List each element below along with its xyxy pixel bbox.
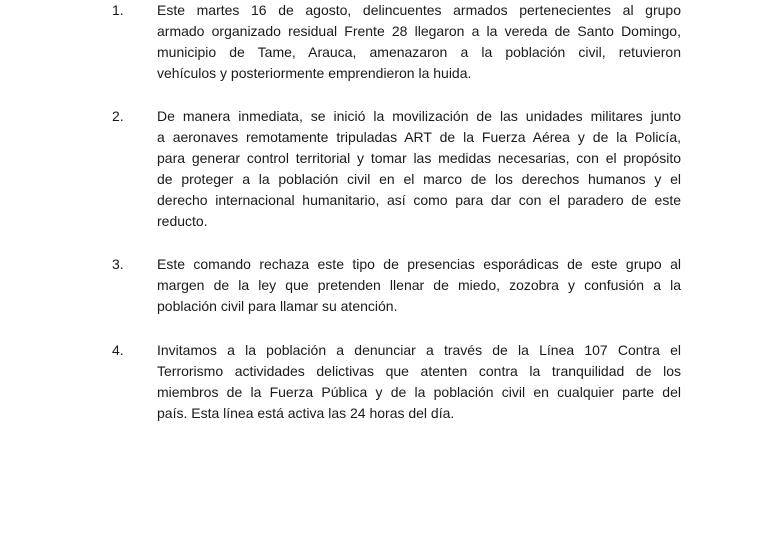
paragraph-line: De manera inmediata, se inició la movilización de las unidades militares junto (157, 108, 681, 124)
paragraph-3 (157, 254, 681, 317)
paragraph-line: vehículos y posteriormente emprendieron la huida. (157, 65, 472, 81)
paragraph-line: de proteger a la población civil en el marco de los derechos humanos y el (157, 171, 681, 187)
list-number: 3. (112, 256, 124, 272)
list-number: 4. (112, 342, 124, 358)
paragraph-line: Terrorismo actividades delictivas que atenten contra la tranquilidad de los (157, 363, 681, 379)
paragraph-line: reducto. (157, 213, 208, 229)
paragraph-line: Este martes 16 de agosto, delincuentes armados pertenecientes al grupo (157, 2, 681, 18)
paragraph-line: para generar control territorial y tomar las medidas necesarias, con el propósito (157, 150, 681, 166)
paragraph-2 (157, 106, 681, 232)
paragraph-line: margen de la ley que pretenden llenar de miedo, zozobra y confusión a la (157, 277, 681, 293)
list-number: 1. (112, 2, 124, 18)
paragraph-4 (157, 340, 681, 424)
paragraph-line: armado organizado residual Frente 28 llegaron a la vereda de Santo Domingo, (157, 23, 681, 39)
paragraph-line: Invitamos a la población a denunciar a través de la Línea 107 Contra el (157, 342, 681, 358)
paragraph-line: población civil para llamar su atención. (157, 298, 398, 314)
paragraph-1 (157, 0, 681, 84)
list-number: 2. (112, 108, 124, 124)
paragraph-line: país. Esta línea está activa las 24 horas del día. (157, 405, 455, 421)
paragraph-line: miembros de la Fuerza Pública y de la población civil en cualquier parte del (157, 384, 681, 400)
paragraph-line: a aeronaves remotamente tripuladas ART de la Fuerza Aérea y de la Policía, (157, 129, 681, 145)
paragraph-line: municipio de Tame, Arauca, amenazaron a la población civil, retuvieron (157, 44, 681, 60)
paragraph-line: Este comando rechaza este tipo de presencias esporádicas de este grupo al (157, 256, 681, 272)
paragraph-line: derecho internacional humanitario, así como para dar con el paradero de este (157, 192, 681, 208)
